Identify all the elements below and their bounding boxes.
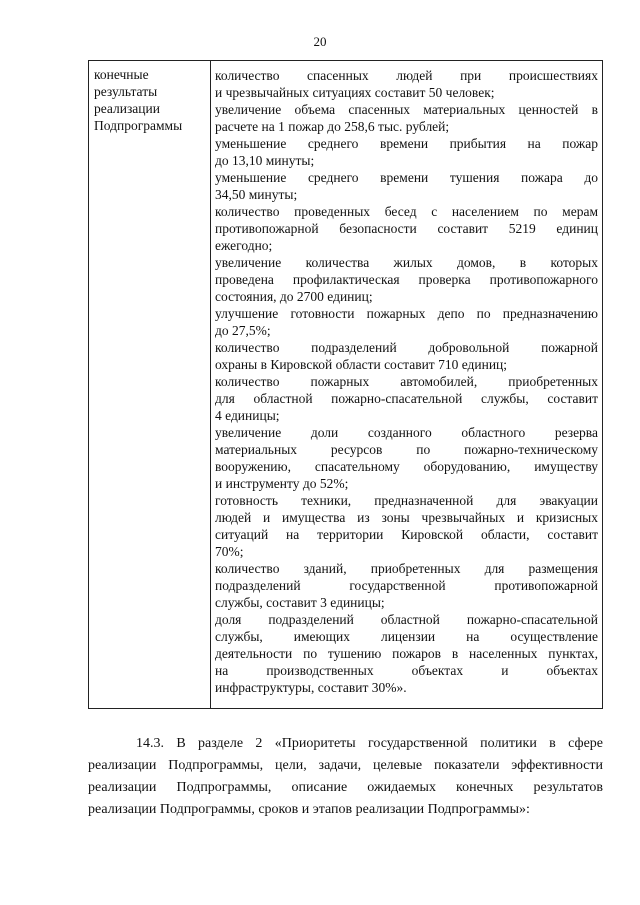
result-line: и чрезвычайных ситуациях составит 50 человек;	[215, 85, 495, 100]
result-line: количество спасенных людей при происшествиях	[215, 68, 598, 83]
result-line: на производственных объектах и объектах	[215, 663, 598, 678]
result-line: расчете на 1 пожар до 258,6 тыс. рублей;	[215, 119, 450, 134]
result-line: для областной пожарно-спасательной службы, составит	[215, 391, 598, 406]
result-line: 70%;	[215, 544, 244, 559]
result-line: 34,50 минуты;	[215, 187, 298, 202]
result-line: противопожарной безопасности составит 5219 единиц	[215, 221, 598, 236]
section-paragraph	[88, 733, 603, 821]
result-line: увеличение количества жилых домов, в которых	[215, 255, 598, 270]
paragraph-line: реализации Подпрограммы, описание ожидаемых конечных результатов	[88, 780, 603, 795]
result-line: и инструменту до 52%;	[215, 476, 349, 491]
result-line: ситуаций на территории Кировской области, составит	[215, 527, 598, 542]
result-line: инфраструктуры, составит 30%».	[215, 680, 407, 695]
label-line: Подпрограммы	[94, 118, 183, 133]
paragraph-line: реализации Подпрограммы, цели, задачи, целевые показатели эффективности	[88, 758, 603, 773]
result-line: увеличение объема спасенных материальных ценностей в	[215, 102, 598, 117]
result-line: охраны в Кировской области составит 710 единиц;	[215, 357, 508, 372]
result-line: ежегодно;	[215, 238, 273, 253]
paragraph-line: 14.3. В разделе 2 «Приоритеты государственной политики в сфере	[136, 736, 603, 751]
result-line: проведена профилактическая проверка противопожарного	[215, 272, 598, 287]
result-line: улучшение готовности пожарных депо по предназначению	[215, 306, 598, 321]
page-number: 20	[313, 34, 327, 49]
result-line: службы, составит 3 единицы;	[215, 595, 385, 610]
result-line: подразделений государственной противопожарной	[215, 578, 598, 593]
result-line: уменьшение среднего времени прибытия на пожар	[215, 136, 598, 151]
result-line: доля подразделений областной пожарно-спасательной	[215, 612, 598, 627]
result-line: вооружению, спасательному оборудованию, имуществу	[215, 459, 598, 474]
result-line: до 13,10 минуты;	[215, 153, 315, 168]
result-line: материальных ресурсов по пожарно-техническому	[215, 442, 598, 457]
result-line: людей и имущества из зоны чрезвычайных и кризисных	[215, 510, 598, 525]
table-label-cell	[89, 61, 211, 708]
result-line: уменьшение среднего времени тушения пожара до	[215, 170, 598, 185]
results-table	[88, 60, 603, 709]
label-line: конечные	[94, 67, 149, 82]
label-line: реализации	[94, 101, 160, 116]
result-line: количество зданий, приобретенных для размещения	[215, 561, 598, 576]
result-line: 4 единицы;	[215, 408, 280, 423]
result-line: деятельности по тушению пожаров в населенных пунктах,	[215, 646, 598, 661]
result-line: количество пожарных автомобилей, приобретенных	[215, 374, 598, 389]
result-line: увеличение доли созданного областного резерва	[215, 425, 598, 440]
result-line: состояния, до 2700 единиц;	[215, 289, 373, 304]
result-line: службы, имеющих лицензии на осуществление	[215, 629, 598, 644]
label-line: результаты	[94, 84, 158, 99]
result-line: количество подразделений добровольной пожарной	[215, 340, 598, 355]
result-line: готовность техники, предназначенной для эвакуации	[215, 493, 598, 508]
result-line: до 27,5%;	[215, 323, 271, 338]
table-results-cell	[211, 61, 602, 708]
paragraph-line: реализации Подпрограммы, сроков и этапов реализации Подпрограммы»:	[88, 802, 530, 817]
result-line: количество проведенных бесед с населением по мерам	[215, 204, 598, 219]
